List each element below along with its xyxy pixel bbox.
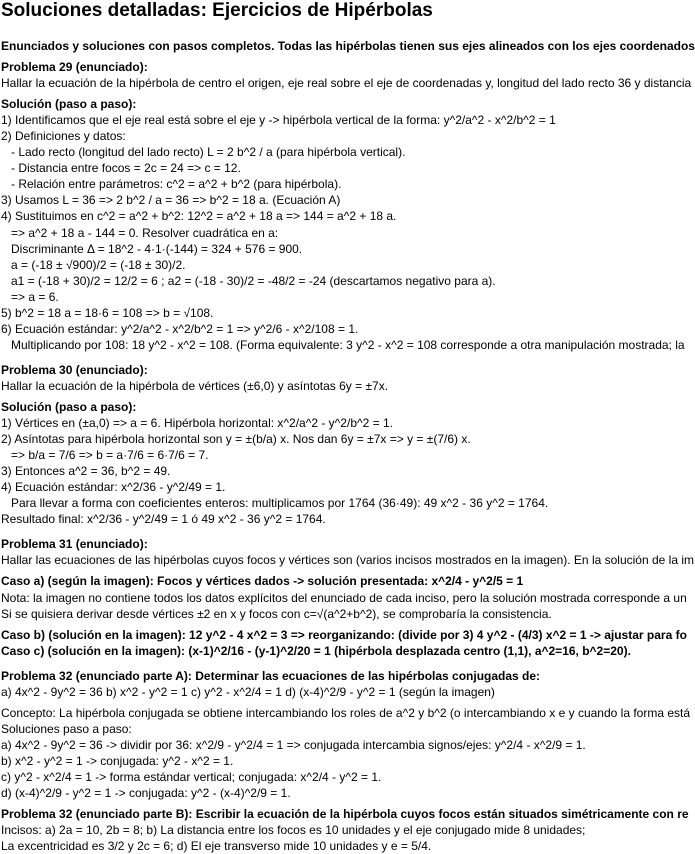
problem-29-solution-heading: Solución (paso a paso): (1, 97, 137, 112)
p32b-item-1: Incisos: a) 2a = 10, 2b = 8; b) La distancia entre los focos es 10 unidades y el eje conjugado mide 8 unidades; (1, 823, 586, 838)
p29-step-14: 6) Ecuación estándar: y^2/a^2 - x^2/b^2 = 1 => y^2/6 - x^2/108 = 1. (1, 321, 359, 336)
intro-text: Enunciados y soluciones con pasos completos. Todas las hipérbolas tienen sus ejes alineados con los ejes coordenados (1, 39, 695, 53)
problem-32a-solution-steps (1, 737, 687, 801)
p29-step-2: 2) Definiciones y datos: (1, 129, 126, 144)
p30-step-6: Para llevar a forma con coeficientes enteros: multiplicamos por 1764 (36·49): 49 x^2 - 36 y^2 = 1764. (1, 496, 549, 511)
p29-step-15: Multiplicando por 108: 18 y^2 - x^2 = 108. (Forma equivalente: 3 y^2 - x^2 = 108 corresponde a otra manipulación mostrada; la (1, 337, 685, 352)
problem-29-statement: Hallar la ecuación de la hipérbola de centro el origen, eje real sobre el eje de coordenadas y, longitud del lado recto 36 y distancia (1, 76, 692, 91)
p32a-step-2: b) x^2 - y^2 = 1 -> conjugada: y^2 - x^2 = 1. (1, 753, 234, 768)
p32a-step-1: a) 4x^2 - 9y^2 = 36 -> dividir por 36: x^2/9 - y^2/4 = 1 => conjugada intercambia signos/ejes: y^2/4 - x^2/9 = 1. (1, 737, 586, 752)
problem-32b-heading: Problema 32 (enunciado parte B): Escribir la ecuación de la hipérbola cuyos focos están situados simétricamente con re (1, 807, 689, 822)
p29-step-13: 5) b^2 = 18 a = 18·6 = 108 => b = √108. (1, 305, 214, 320)
p29-step-5: - Relación entre parámetros: c^2 = a^2 + b^2 (para hipérbola). (1, 177, 342, 192)
page-title: Soluciones detalladas: Ejercicios de Hipérbolas (1, 0, 433, 21)
p32b-item-2: La excentricidad es 3/2 y 2c = 6; d) El eje transverso mide 10 unidades y e = 5/4. (1, 839, 432, 854)
p30-step-2: 2) Asíntotas para hipérbola horizontal son y = ±(b/a) x. Nos dan 6y = ±7x => y = ±(7/6) x. (1, 432, 471, 447)
p29-step-6: 3) Usamos L = 36 => 2 b^2 / a = 36 => b^2 = 18 a. (Ecuación A) (1, 193, 341, 208)
problem-32a-statement: a) 4x^2 - 9y^2 = 36 b) x^2 - y^2 = 1 c) y^2 - x^2/4 = 1 d) (x-4)^2/9 - y^2 = 1 (según la imagen) (1, 684, 495, 699)
problem-29-heading: Problema 29 (enunciado): (1, 60, 148, 75)
problem-30-statement: Hallar la ecuación de la hipérbola de vértices (±6,0) y asíntotas 6y = ±7x. (1, 378, 389, 393)
problem-30-heading: Problema 30 (enunciado): (1, 362, 148, 377)
p29-step-10: a = (-18 ± √900)/2 = (-18 ± 30)/2. (1, 257, 186, 272)
problem-31-caso-c: Caso c) (solución en la imagen): (x-1)^2/16 - (y-1)^2/20 = 1 (hipérbola desplazada centro (1,1), a^2=16, b^2=20). (1, 643, 631, 658)
p30-step-1: 1) Vértices en (±a,0) => a = 6. Hipérbola horizontal: x^2/a^2 - y^2/b^2 = 1. (1, 416, 393, 431)
p29-step-7: 4) Sustituimos en c^2 = a^2 + b^2: 12^2 = a^2 + 18 a => 144 = a^2 + 18 a. (1, 209, 397, 224)
p29-step-11: a1 = (-18 + 30)/2 = 12/2 = 6 ; a2 = (-18 - 30)/2 = -48/2 = -24 (descartamos negativo para a). (1, 273, 496, 288)
p29-step-3: - Lado recto (longitud del lado recto) L = 2 b^2 / a (para hipérbola vertical). (1, 145, 406, 160)
p30-step-5: 4) Ecuación estándar: x^2/36 - y^2/49 = 1. (1, 480, 226, 495)
problem-32a-concept: Concepto: La hipérbola conjugada se obtiene intercambiando los roles de a^2 y b^2 (o intercambiando x e y cuando la forma está (1, 705, 691, 720)
problem-31-heading: Problema 31 (enunciado): (1, 537, 148, 552)
problem-31-caso-a: Caso a) (según la imagen): Focos y vértices dados -> solución presentada: x^2/4 - y^2/5 = 1 (1, 574, 524, 589)
problem-31-note-2: Si se quisiera derivar desde vértices ±2 en x y focos con c=√(a^2+b^2), se comprobaría la consistencia. (1, 606, 552, 621)
p30-step-3: => b/a = 7/6 => b = a·7/6 = 6·7/6 = 7. (1, 448, 209, 463)
problem-31-note-1: Nota: la imagen no contiene todos los datos explícitos del enunciado de cada inciso, pero la solución mostrada corresponde a un (1, 590, 687, 605)
problem-31-statement: Hallar las ecuaciones de las hipérbolas cuyos focos y vértices son (varios incisos mostrados en la imagen). En la solución de la im (1, 553, 694, 568)
problem-31-caso-b: Caso b) (solución en la imagen): 12 y^2 - 4 x^2 = 3 => reorganizando: (divide por 3) 4 y^2 - (4/3) x^2 = 1 -> ajustar para fo (1, 627, 687, 642)
problem-30-solution-heading: Solución (paso a paso): (1, 399, 137, 414)
p32a-step-3: c) y^2 - x^2/4 = 1 -> forma estándar vertical; conjugada: x^2/4 - y^2 = 1. (1, 769, 382, 784)
p30-step-7: Resultado final: x^2/36 - y^2/49 = 1 ó 49 x^2 - 36 y^2 = 1764. (1, 512, 326, 527)
problem-32b-items (1, 822, 687, 854)
problem-30-solution-steps (1, 415, 687, 527)
problem-32a-solution-heading: Soluciones paso a paso: (1, 721, 132, 736)
p30-step-4: 3) Entonces a^2 = 36, b^2 = 49. (1, 464, 171, 479)
p29-step-12: => a = 6. (1, 289, 59, 304)
p32a-step-4: d) (x-4)^2/9 - y^2 = 1 -> conjugada: y^2 - (x-4)^2/9 = 1. (1, 786, 291, 801)
p29-step-9: Discriminante Δ = 18^2 - 4·1·(-144) = 324 + 576 = 900. (1, 241, 303, 256)
p29-step-8: => a^2 + 18 a - 144 = 0. Resolver cuadrática en a: (1, 225, 279, 240)
problem-32a-heading: Problema 32 (enunciado parte A): Determinar las ecuaciones de las hipérbolas conjugadas de: (1, 668, 541, 683)
p29-step-1: 1) Identificamos que el eje real está sobre el eje y -> hipérbola vertical de la forma: y^2/a^2 - x^2/b^2 = 1 (1, 113, 556, 128)
problem-29-solution-steps (1, 112, 687, 353)
p29-step-4: - Distancia entre focos = 2c = 24 => c = 12. (1, 161, 241, 176)
